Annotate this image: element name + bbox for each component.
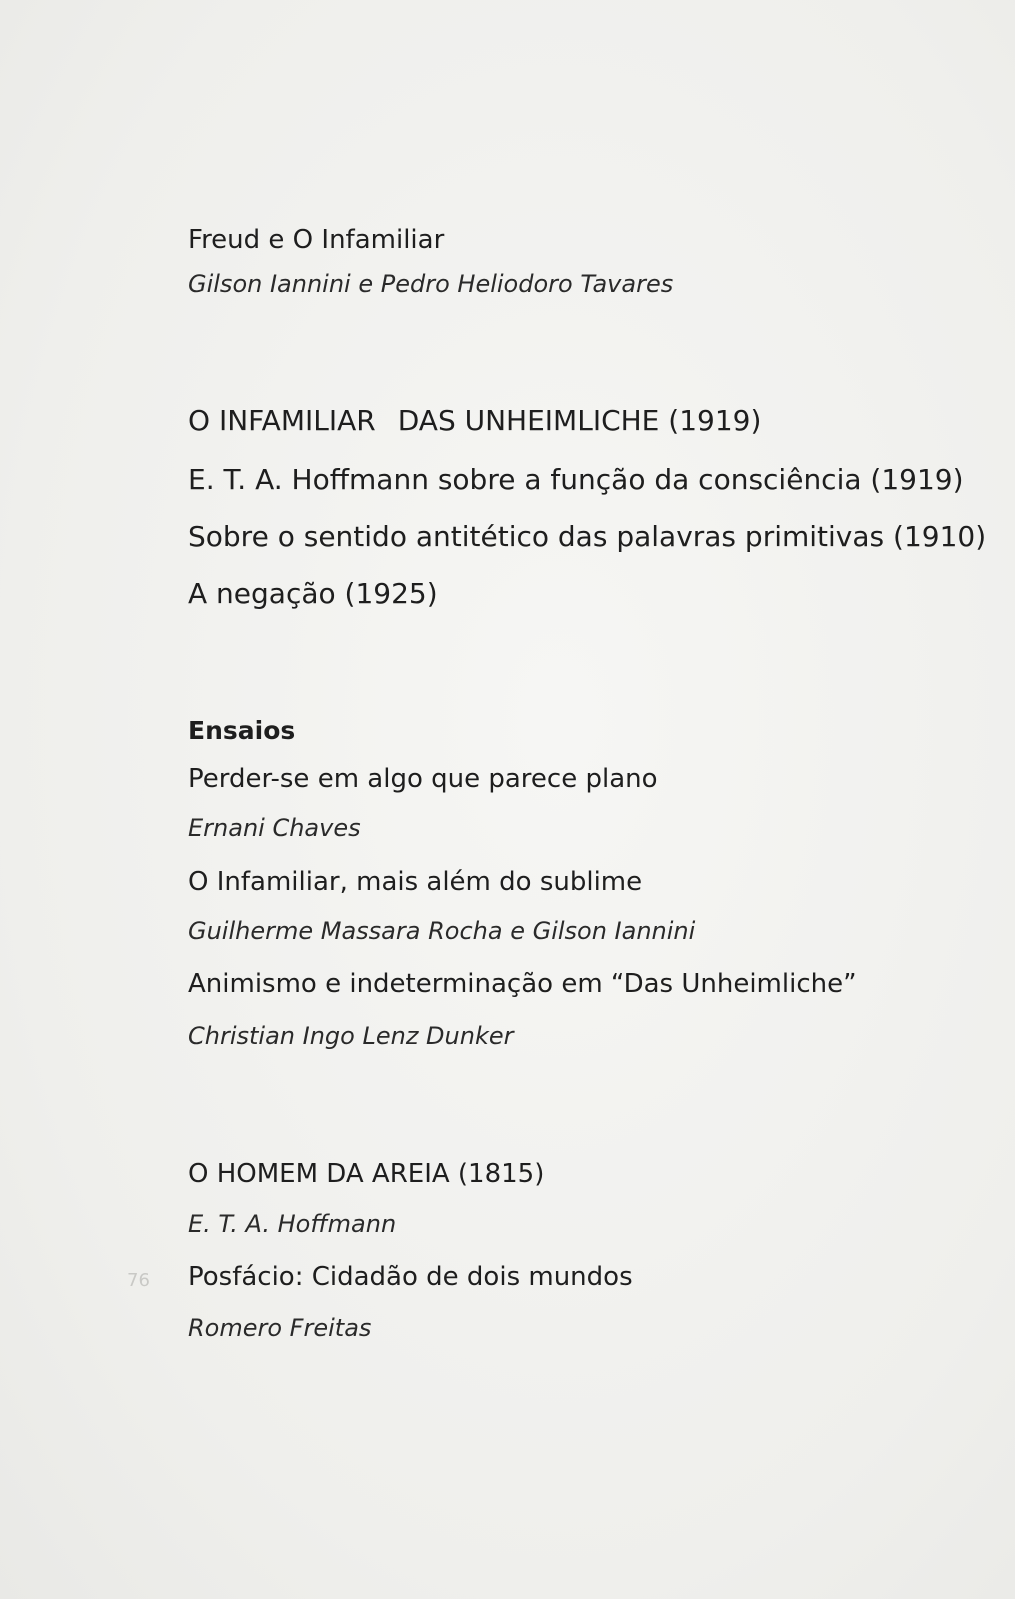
sandman-heading: O HOMEM DA AREIA (1815) bbox=[188, 1159, 545, 1189]
freud-section-heading bbox=[188, 404, 761, 437]
intro-authors: Gilson Iannini e Pedro Heliodoro Tavares bbox=[188, 270, 674, 298]
essay-author: Ernani Chaves bbox=[188, 814, 361, 842]
essay-author: Guilherme Massara Rocha e Gilson Iannini bbox=[188, 917, 696, 945]
freud-item: Sobre o sentido antitético das palavras primitivas (1910) bbox=[188, 520, 987, 553]
postface-title: Posfácio: Cidadão de dois mundos bbox=[188, 1262, 633, 1292]
essays-heading: Ensaios bbox=[188, 716, 296, 745]
faint-page-number: 76 bbox=[127, 1270, 150, 1291]
essay-author: Christian Ingo Lenz Dunker bbox=[188, 1022, 514, 1050]
intro-title: Freud e O Infamiliar bbox=[188, 225, 445, 255]
essay-title: Animismo e indeterminação em “Das Unheimliche” bbox=[188, 969, 857, 999]
postface-author: Romero Freitas bbox=[188, 1314, 372, 1342]
essay-title: Perder-se em algo que parece plano bbox=[188, 764, 658, 794]
sandman-author: E. T. A. Hoffmann bbox=[188, 1210, 397, 1238]
freud-item: E. T. A. Hoffmann sobre a função da consciência (1919) bbox=[188, 463, 964, 496]
freud-item: A negação (1925) bbox=[188, 577, 438, 610]
heading-part-1: O INFAMILIAR bbox=[188, 404, 376, 437]
essay-title: O Infamiliar, mais além do sublime bbox=[188, 867, 643, 897]
heading-part-2: DAS UNHEIMLICHE (1919) bbox=[397, 404, 762, 437]
